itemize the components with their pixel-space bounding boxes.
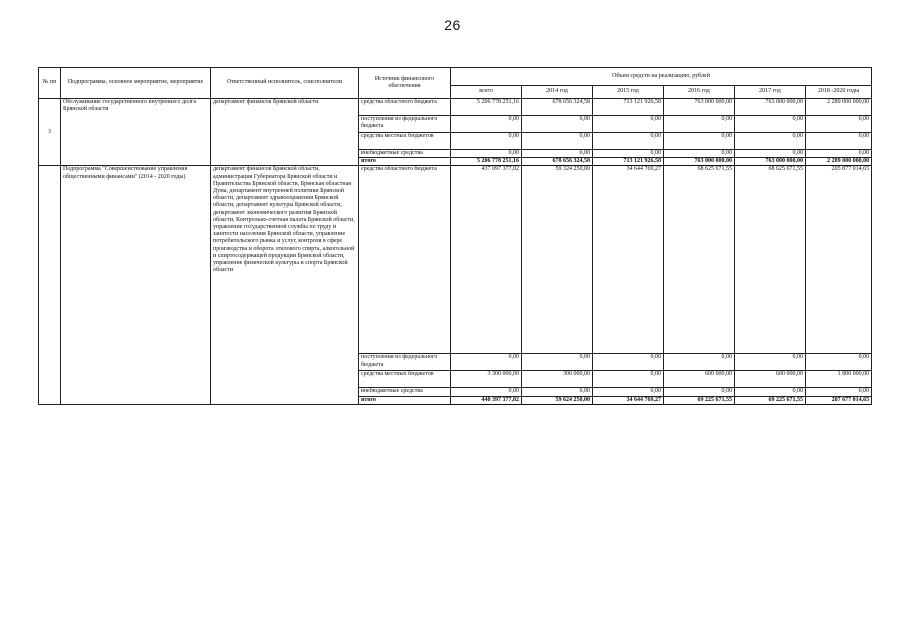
amount-cell: 0,00 xyxy=(593,133,664,150)
amount-cell: 0,00 xyxy=(664,116,735,133)
amount-cell: 0,00 xyxy=(735,116,806,133)
amount-cell: 440 397 377,02 xyxy=(451,396,522,404)
amount-cell: 0,00 xyxy=(806,116,872,133)
amount-cell: 59 624 250,00 xyxy=(522,396,593,404)
amount-cell: 0,00 xyxy=(593,354,664,371)
funding-source: итого xyxy=(359,396,451,404)
header-program: Подпрограмма, основное мероприятие, мероприятие xyxy=(61,68,211,99)
amount-cell: 600 000,00 xyxy=(735,371,806,388)
amount-cell: 0,00 xyxy=(451,388,522,396)
funding-source: средства местных бюджетов xyxy=(359,133,451,150)
amount-cell: 0,00 xyxy=(664,388,735,396)
funding-source: средства областного бюджета xyxy=(359,99,451,116)
amount-cell: 0,00 xyxy=(664,354,735,371)
executor-name: департамент финансов Брянской области xyxy=(211,99,359,166)
funding-source: средства местных бюджетов xyxy=(359,371,451,388)
program-name: Подпрограмма "Совершенствование управления общественными финансами" (2014 - 2020 годы) xyxy=(61,166,211,404)
amount-cell: 0,00 xyxy=(522,388,593,396)
header-year-2016: 2016 год xyxy=(664,86,735,99)
amount-cell: 437 097 377,02 xyxy=(451,166,522,354)
header-executor: Ответственный исполнитель, соисполнители xyxy=(211,68,359,99)
amount-cell: 0,00 xyxy=(451,116,522,133)
amount-cell: 0,00 xyxy=(451,133,522,150)
header-num: № пп xyxy=(39,68,61,99)
amount-cell: 0,00 xyxy=(806,354,872,371)
header-year-2017: 2017 год xyxy=(735,86,806,99)
amount-cell: 763 000 000,00 xyxy=(664,158,735,166)
amount-cell: 0,00 xyxy=(806,133,872,150)
amount-cell: 68 625 671,55 xyxy=(735,166,806,354)
amount-cell: 3 300 000,00 xyxy=(451,371,522,388)
amount-cell: 0,00 xyxy=(806,150,872,158)
funding-source: поступления из федерального бюджета xyxy=(359,116,451,133)
amount-cell: 713 121 926,58 xyxy=(593,99,664,116)
amount-cell: 0,00 xyxy=(593,116,664,133)
amount-cell: 68 625 671,55 xyxy=(664,166,735,354)
table-row xyxy=(39,99,872,116)
header-year-2014: 2014 год xyxy=(522,86,593,99)
funding-source: внебюджетные средства xyxy=(359,388,451,396)
amount-cell: 1 800 000,00 xyxy=(806,371,872,388)
amount-cell: 5 206 778 251,16 xyxy=(451,158,522,166)
amount-cell: 0,00 xyxy=(735,133,806,150)
amount-cell: 763 000 000,00 xyxy=(664,99,735,116)
row-number: 3 xyxy=(39,99,61,166)
amount-cell: 0,00 xyxy=(593,150,664,158)
amount-cell: 600 000,00 xyxy=(664,371,735,388)
amount-cell: 207 677 014,65 xyxy=(806,396,872,404)
amount-cell: 713 121 926,58 xyxy=(593,158,664,166)
header-volume: Объем средств на реализацию, рублей xyxy=(451,68,872,86)
funding-source: поступления из федерального бюджета xyxy=(359,354,451,371)
amount-cell: 34 644 769,27 xyxy=(593,166,664,354)
amount-cell: 0,00 xyxy=(593,371,664,388)
amount-cell: 678 656 324,58 xyxy=(522,99,593,116)
amount-cell: 763 000 000,00 xyxy=(735,99,806,116)
executor-name: департамент финансов Брянской области, администрация Губернатора Брянской области и Правительства Брянской области, Брянская областная Дума, департамент внутренней политики Брянской области, департамент здравоохранения Брянской области, департамент культуры Брянской области, департамент экономического развития Брянской области, Контрольно-счетная палата Брянской области, управление государственной службы по труду и занятости населения Брянской области, управление потребительского рынка и услуг, контроля в сфере производства и оборота этилового спирта, алкогольной и спиртосодержащей продукции Брянской области, управление физической культуры и спорта Брянской области xyxy=(211,166,359,404)
amount-cell: 678 656 324,58 xyxy=(522,158,593,166)
amount-cell: 0,00 xyxy=(451,354,522,371)
amount-cell: 59 324 250,00 xyxy=(522,166,593,354)
table-row xyxy=(39,166,872,354)
amount-cell: 2 289 000 000,00 xyxy=(806,99,872,116)
page-number: 26 xyxy=(444,17,461,33)
header-year-2018-2020: 2018 -2020 годы xyxy=(806,86,872,99)
funding-source: внебюджетные средства xyxy=(359,150,451,158)
amount-cell: 0,00 xyxy=(806,388,872,396)
header-year-2015: 2015 год xyxy=(593,86,664,99)
budget-table-body xyxy=(39,99,872,405)
header-year-total: всего xyxy=(451,86,522,99)
amount-cell: 69 225 671,55 xyxy=(735,396,806,404)
amount-cell: 2 289 000 000,00 xyxy=(806,158,872,166)
header-source: Источник финансового обеспечения xyxy=(359,68,451,99)
amount-cell: 763 000 000,00 xyxy=(735,158,806,166)
amount-cell: 34 644 769,27 xyxy=(593,396,664,404)
program-name: Обслуживание государственного внутреннего долга Брянской области xyxy=(61,99,211,166)
amount-cell: 0,00 xyxy=(664,150,735,158)
amount-cell: 0,00 xyxy=(735,388,806,396)
amount-cell: 0,00 xyxy=(451,150,522,158)
amount-cell: 0,00 xyxy=(522,354,593,371)
amount-cell: 0,00 xyxy=(735,354,806,371)
amount-cell: 69 225 671,55 xyxy=(664,396,735,404)
amount-cell: 5 206 778 251,16 xyxy=(451,99,522,116)
amount-cell: 0,00 xyxy=(522,116,593,133)
amount-cell: 0,00 xyxy=(664,133,735,150)
budget-table xyxy=(38,67,872,405)
funding-source: итого xyxy=(359,158,451,166)
row-number xyxy=(39,166,61,404)
amount-cell: 205 877 014,65 xyxy=(806,166,872,354)
amount-cell: 300 000,00 xyxy=(522,371,593,388)
funding-source: средства областного бюджета xyxy=(359,166,451,354)
amount-cell: 0,00 xyxy=(522,133,593,150)
amount-cell: 0,00 xyxy=(522,150,593,158)
amount-cell: 0,00 xyxy=(593,388,664,396)
amount-cell: 0,00 xyxy=(735,150,806,158)
